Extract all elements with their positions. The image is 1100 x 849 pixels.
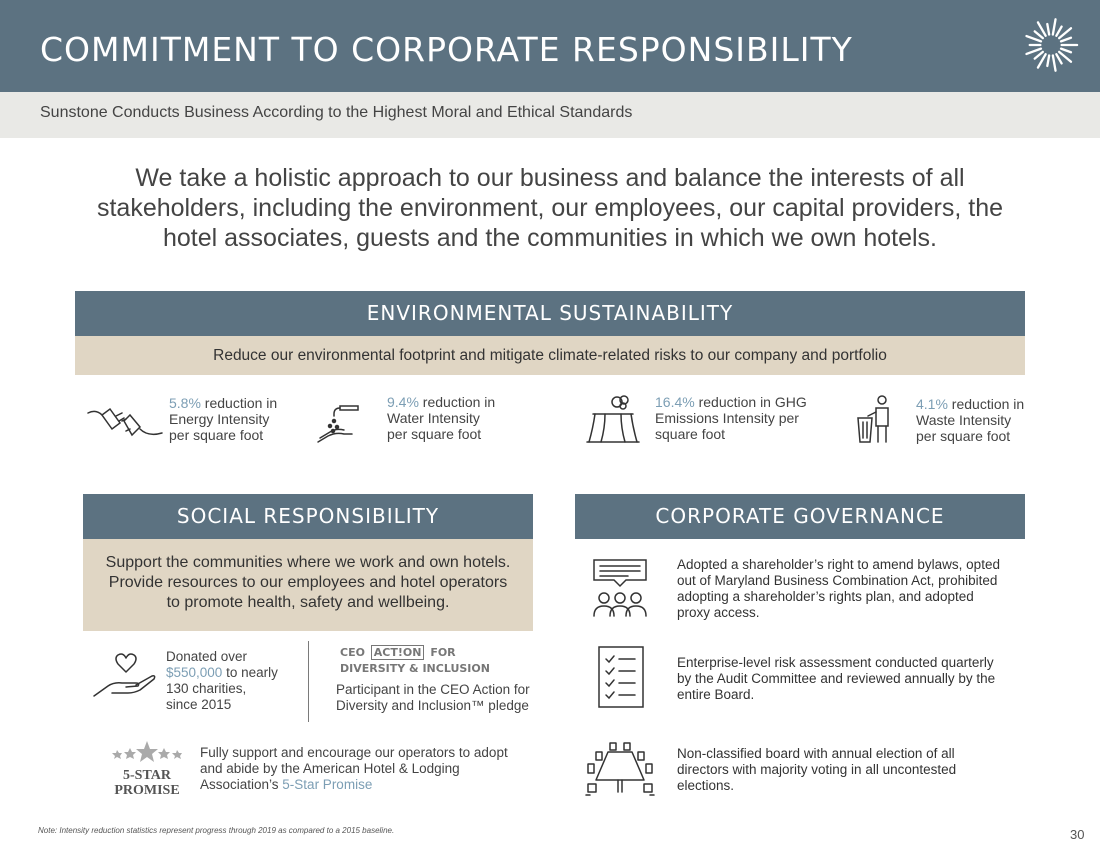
- gov-item2-line1: Enterprise-level risk assessment conducted quarterly: [677, 655, 994, 670]
- donation-line4: since 2015: [166, 697, 232, 712]
- stat-waste-line1: reduction in: [947, 396, 1025, 412]
- ceo-logo-line2: DIVERSITY & INCLUSION: [340, 662, 490, 675]
- gov-item3-line1: Non-classified board with annual election of all: [677, 746, 955, 761]
- intro-statement: We take a holistic approach to our business and balance the interests of all stakeholders, including the environment, our employees, our capital providers, the hotel associates, guests and the communities in which we own hotels.: [96, 164, 1004, 252]
- factory-emissions-icon: [585, 394, 641, 444]
- five-star-logo-line2: PROMISE: [114, 783, 180, 798]
- divider: [308, 641, 309, 722]
- gov-item1-line3: adopting a shareholder’s rights plan, and adopted: [677, 589, 974, 604]
- stat-energy: [169, 395, 277, 443]
- donation-stat: [166, 649, 278, 713]
- footnote: Note: Intensity reduction statistics represent progress through 2019 as compared to a 2015 baseline.: [38, 826, 395, 835]
- five-star-line2: and abide by the American Hotel & Lodging: [200, 761, 460, 776]
- page-number: 30: [1070, 827, 1085, 842]
- gov-item2-line3: entire Board.: [677, 687, 755, 702]
- ceo-logo-word1: CEO: [340, 646, 365, 659]
- sun-logo-icon: [1022, 16, 1080, 74]
- sun-ray: [1056, 27, 1061, 36]
- sun-ray: [1035, 52, 1043, 59]
- social-tagline-bar: [83, 539, 533, 631]
- ceo-action-text: [336, 682, 530, 714]
- sun-ray: [1026, 36, 1041, 41]
- stat-water: [387, 394, 495, 442]
- gov-item3-line2: directors with majority voting in all uncontested: [677, 762, 957, 777]
- stat-waste: [916, 396, 1024, 444]
- stat-energy-line2: Energy Intensity: [169, 411, 270, 427]
- checklist-icon: [597, 645, 645, 709]
- stars-icon: [108, 740, 186, 764]
- ceo-logo-word3: FOR: [430, 646, 456, 659]
- stat-emissions-line2: Emissions Intensity per: [655, 410, 799, 426]
- gov-item1-line1: Adopted a shareholder’s right to amend bylaws, opted: [677, 557, 1000, 572]
- stat-energy-value: 5.8%: [169, 395, 201, 411]
- five-star-link: 5-Star Promise: [282, 777, 373, 792]
- five-star-logo-line1: 5-STAR: [123, 768, 171, 783]
- stat-emissions-line3: square foot: [655, 426, 726, 442]
- five-star-line1: Fully support and encourage our operators to adopt: [200, 745, 508, 760]
- governance-item-board-election: [677, 746, 956, 794]
- ceo-logo-word2: ACT!ON: [371, 645, 425, 660]
- stat-water-line3: per square foot: [387, 426, 482, 442]
- sun-ray: [1053, 55, 1056, 70]
- gov-item1-line2: out of Maryland Business Combination Act, prohibited: [677, 573, 998, 588]
- governance-item-shareholder-rights: [677, 557, 1000, 621]
- donation-amount: $550,000: [166, 665, 223, 680]
- waste-bin-icon: [856, 394, 896, 444]
- environmental-header: [75, 291, 1025, 336]
- donation-line3: 130 charities,: [166, 681, 247, 696]
- five-star-promise-logo: [108, 740, 186, 796]
- governance-title: CORPORATE GOVERNANCE: [655, 504, 945, 528]
- stat-emissions-line1: reduction in GHG: [694, 394, 807, 410]
- heart-hand-icon: [92, 652, 160, 698]
- page-title: COMMITMENT TO CORPORATE RESPONSIBILITY: [40, 30, 853, 69]
- boardroom-icon: [582, 740, 658, 798]
- sun-ray: [1056, 54, 1061, 63]
- environmental-title: ENVIRONMENTAL SUSTAINABILITY: [366, 301, 734, 325]
- sun-ray: [1061, 38, 1071, 42]
- gov-item1-line4: proxy access.: [677, 605, 760, 620]
- sun-ray: [1053, 19, 1056, 34]
- ceo-action-logo: [340, 645, 490, 677]
- environmental-tagline: Reduce our environmental footprint and mitigate climate-related risks to our company and portfolio: [213, 347, 887, 364]
- water-hand-icon: [314, 402, 368, 446]
- five-star-text: [200, 745, 508, 793]
- gov-item3-line3: elections.: [677, 778, 735, 793]
- governance-header: [575, 494, 1025, 539]
- sun-ray: [1035, 31, 1043, 38]
- social-tagline: Support the communities where we work and own hotels. Provide resources to our employees and hotel operators to promote health, safety and wellbeing.: [105, 554, 511, 611]
- stat-water-value: 9.4%: [387, 394, 419, 410]
- environmental-tagline-bar: [75, 336, 1025, 375]
- stat-waste-line2: Waste Intensity: [916, 412, 1012, 428]
- ceo-text-line1: Participant in the CEO Action for: [336, 682, 530, 697]
- plug-icon: [86, 403, 164, 443]
- sun-ray: [1026, 49, 1041, 54]
- stat-energy-line1: reduction in: [200, 395, 278, 411]
- stat-emissions: [655, 394, 807, 442]
- social-header: [83, 494, 533, 539]
- five-star-line3-prefix: Association’s: [200, 777, 283, 792]
- gov-item2-line2: by the Audit Committee and reviewed annually by the: [677, 671, 996, 686]
- stat-water-line1: reduction in: [418, 394, 496, 410]
- donation-line2: to nearly: [222, 665, 278, 680]
- social-title: SOCIAL RESPONSIBILITY: [176, 504, 440, 528]
- stat-energy-line3: per square foot: [169, 427, 264, 443]
- sun-ray: [1047, 55, 1049, 65]
- governance-item-risk-assessment: [677, 655, 995, 703]
- speech-people-icon: [588, 556, 652, 620]
- stat-waste-line3: per square foot: [916, 428, 1011, 444]
- sun-ray: [1047, 24, 1049, 34]
- sun-ray: [1061, 49, 1071, 53]
- ceo-text-line2: Diversity and Inclusion™ pledge: [336, 698, 529, 713]
- stat-waste-value: 4.1%: [916, 396, 948, 412]
- donation-line1: Donated over: [166, 649, 248, 664]
- stat-emissions-value: 16.4%: [655, 394, 695, 410]
- subtitle: Sunstone Conducts Business According to the Highest Moral and Ethical Standards: [40, 104, 633, 121]
- stat-water-line2: Water Intensity: [387, 410, 480, 426]
